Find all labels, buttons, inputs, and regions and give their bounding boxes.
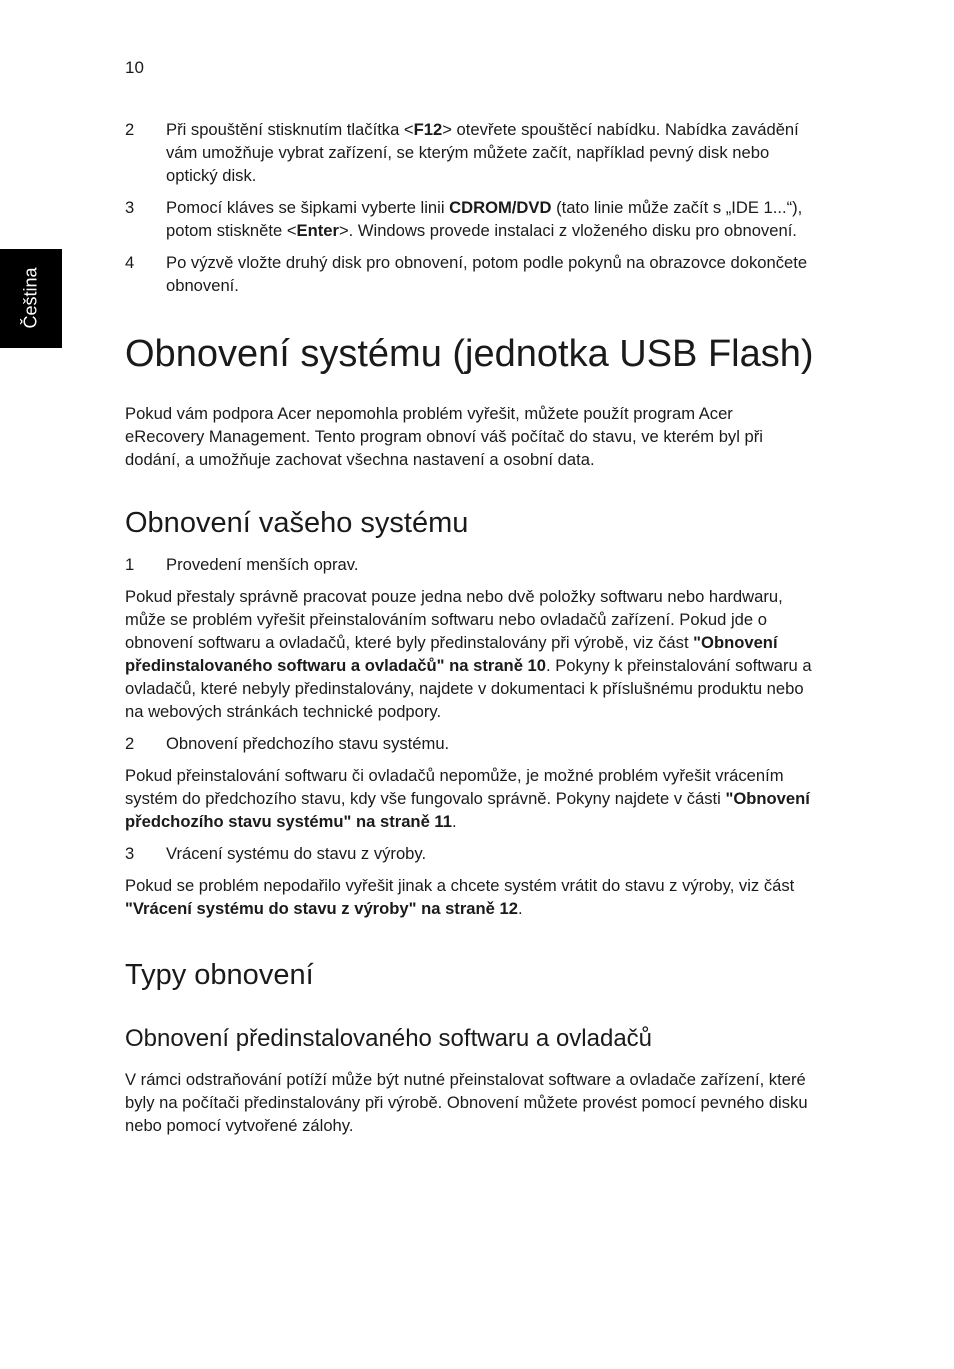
section-title-recovery-types: Typy obnovení [125, 959, 314, 991]
restore-step [125, 842, 815, 865]
language-side-tab [0, 249, 62, 348]
restore-step [125, 732, 815, 755]
step-number: 4 [125, 253, 135, 272]
usb-recovery-paragraph: Pokud vám podpora Acer nepomohla problém vyřešit, můžete použít program Acer eRecovery Management. Tento program obnoví váš počítač do stavu, ve kterém byl při dodání, a umožňuje zachovat všechna nastavení a osobní data. [125, 404, 763, 469]
page-number: 10 [125, 58, 144, 77]
cross-reference-link[interactable]: "Obnovení předchozího stavu systému" na straně 11 [125, 789, 810, 831]
step-text: Při spouštění stisknutím tlačítka <F12> otevřete spouštěcí nabídku. Nabídka zavádění vám umožňuje vybrat zařízení, se kterým můžete začít, například pevný disk nebo optický disk. [166, 120, 799, 185]
step-number: 1 [125, 555, 135, 574]
restore-step-paragraph: Pokud se problém nepodařilo vyřešit jinak a chcete systém vrátit do stavu z výroby, viz část "Vrácení systému do stavu z výroby" na straně 12. [125, 876, 795, 918]
section-title-restore-system: Obnovení vašeho systému [125, 507, 469, 539]
step-title: Provedení menších oprav. [166, 555, 359, 574]
step-number: 2 [125, 120, 135, 139]
page-content [125, 118, 815, 1146]
step-number: 3 [125, 198, 135, 217]
intro-step [125, 251, 815, 297]
cross-reference-link[interactable]: "Obnovení předinstalovaného softwaru a ovladačů" na straně 10 [125, 633, 778, 675]
restore-step-paragraph: Pokud přeinstalování softwaru či ovladačů nepomůže, je možné problém vyřešit vrácením systém do předchozího stavu, kdy vše fungovalo správně. Pokyny najdete v části "Obnovení předchozího stavu systému" na straně 11. [125, 766, 810, 831]
step-text: Po výzvě vložte druhý disk pro obnovení, potom podle pokynů na obrazovce dokončete obnovení. [166, 253, 808, 295]
subsection-title-preinstalled: Obnovení předinstalovaného softwaru a ovladačů [125, 1025, 653, 1052]
intro-step [125, 118, 815, 187]
step-title: Vrácení systému do stavu z výroby. [166, 844, 427, 863]
section-title-usb-recovery: Obnovení systému (jednotka USB Flash) [125, 333, 814, 375]
language-tab-label: Čeština [20, 267, 41, 329]
cross-reference-link[interactable]: "Vrácení systému do stavu z výroby" na straně 12 [125, 899, 518, 918]
step-number: 3 [125, 844, 135, 863]
step-title: Obnovení předchozího stavu systému. [166, 734, 450, 753]
restore-step [125, 553, 815, 576]
step-text: Pomocí kláves se šipkami vyberte linii CDROM/DVD (tato linie může začít s „IDE 1...“), potom stiskněte <Enter>. Windows provede instalaci z vloženého disku pro obnovení. [166, 198, 803, 240]
preinstalled-paragraph: V rámci odstraňování potíží může být nutné přeinstalovat software a ovladače zařízení, které byly na počítači předinstalovány při výrobě. Obnovení můžete provést pomocí pevného disku nebo pomocí vytvořené zálohy. [125, 1070, 808, 1135]
intro-step [125, 196, 815, 242]
restore-step-paragraph: Pokud přestaly správně pracovat pouze jedna nebo dvě položky softwaru nebo hardwaru, může se problém vyřešit přeinstalováním softwaru nebo ovladačů zařízení. Pokud jde o obnovení softwaru a ovladačů, které byly předinstalovány při výrobě, viz část "Obnovení předinstalovaného softwaru a ovladačů" na straně 10. Pokyny k přeinstalování softwaru a ovladačů, které nebyly předinstalovány, najdete v dokumentaci k příslušnému produktu nebo na webových stránkách technické podpory. [125, 587, 812, 721]
step-number: 2 [125, 734, 135, 753]
